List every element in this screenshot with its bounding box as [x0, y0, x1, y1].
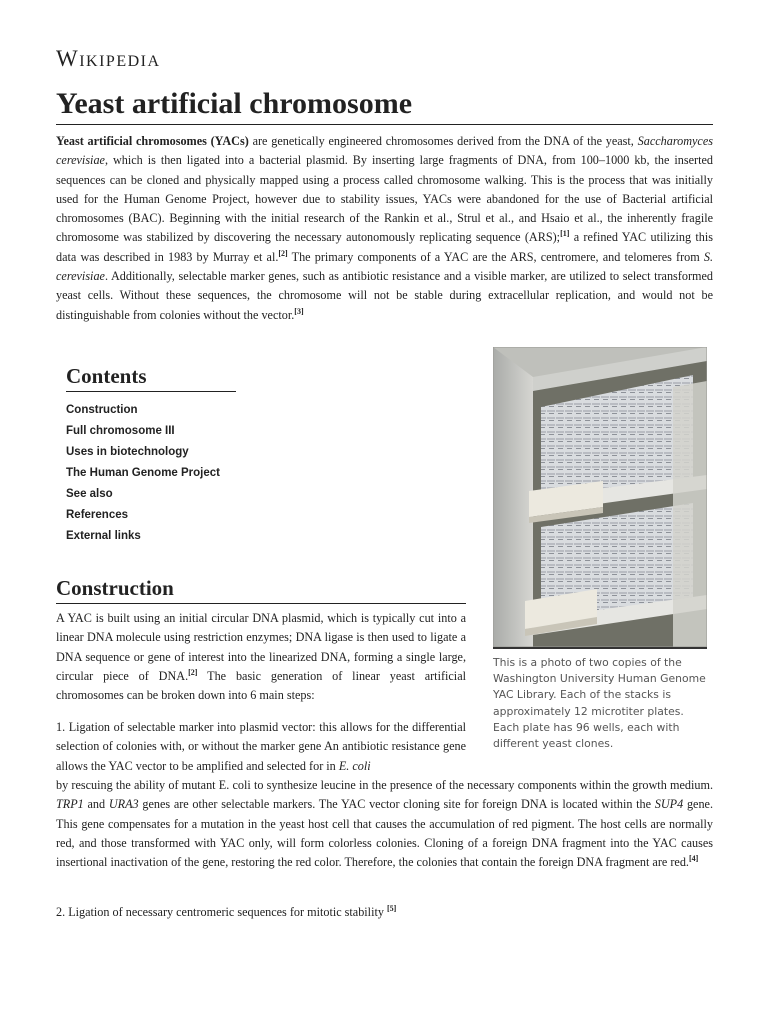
- toc-item-uses-in-biotechnology[interactable]: Uses in biotechnology: [66, 446, 189, 458]
- gene-sup4: SUP4: [654, 797, 684, 812]
- toc-item-construction[interactable]: Construction: [66, 404, 138, 416]
- ref-5-link[interactable]: [5]: [387, 903, 397, 913]
- toc-item-external-links[interactable]: External links: [66, 530, 141, 542]
- toc-item-see-also[interactable]: See also: [66, 488, 113, 500]
- intro-text-5: . Additionally, selectable marker genes, such as antibiotic resistance and a visible marker, are utilized to select transformed yeast cells. Without these sequences, the chromosome will not be stable during extracellular replication, and would not be distinguishable from colonies without the vector.: [56, 269, 713, 322]
- intro-bold-term: Yeast artificial chromosomes (YACs): [56, 134, 249, 148]
- toc-title: Contents: [66, 364, 236, 392]
- intro-text-1: are genetically engineered chromosomes derived from the DNA of the yeast,: [248, 134, 638, 148]
- step-1-and: and: [83, 797, 109, 812]
- construction-step-1: [56, 718, 466, 776]
- intro-text-4: The primary components of a YAC are the ARS, centromere, and telomeres from: [287, 249, 704, 264]
- intro-species-short: S. cerevisiae: [56, 249, 713, 284]
- page-title: Yeast artificial chromosome: [56, 84, 713, 125]
- construction-p1-text-a: A YAC is built using an initial circular DNA plasmid, which is typically cut into a linear DNA molecule using restriction enzymes; DNA ligase is then used to ligate a DNA sequence or gene of interest into the linearized DNA, forming a single large, circular piece of DNA.: [56, 611, 466, 683]
- construction-p1-text-b: The basic generation of linear yeast artificial chromosomes can be broken down into 6 main steps:: [56, 668, 466, 703]
- step-1-text-a: 1. Ligation of selectable marker into plasmid vector: this allows for the differential selection of colonies with, or without the marker gene An antibiotic resistance gene allows the YAC vector to be amplified and selected for in: [56, 720, 466, 773]
- intro-paragraph: [56, 132, 713, 325]
- step-1-text-c: genes are other selectable markers. The YAC vector cloning site for foreign DNA is located within the: [138, 797, 655, 812]
- wikipedia-wordmark[interactable]: Wikipedia: [56, 46, 161, 71]
- toc-item-references[interactable]: References: [66, 509, 129, 521]
- step-1-text-b: by rescuing the ability of mutant E. coli to synthesize leucine in the presence of the necessary components within the growth medium.: [56, 778, 713, 792]
- toc-list: [66, 400, 236, 547]
- intro-text-3: a refined YAC utilizing this data was described in 1983 by Murray et al.: [56, 230, 714, 264]
- step-1-ecoli: E. coli: [338, 758, 371, 773]
- intro-species: Saccharomyces cerevisiae: [56, 134, 713, 168]
- intro-text-2: , which is then ligated into a bacterial plasmid. By inserting large fragments of DNA, from 100–1000 kb, the inserted sequences can be cloned and physically mapped using a process called chromosome walking. This is the process that was initially used for the Human Genome Project, however due to stability issues, YACs were abandoned for the use of Bacterial artificial chromosomes (BAC). Beginning with the initial research of the Rankin et al., Strul et al., and Hsaio et al., the inherently fragile chromosome was stabilized by discovering the necessary autonomously replicating sequence (ARS);: [56, 153, 713, 245]
- ref-2-link-repeat[interactable]: [2]: [188, 667, 198, 677]
- section-heading-construction: Construction: [56, 575, 466, 604]
- gene-trp1: TRP1: [56, 797, 84, 812]
- step-2-text: 2. Ligation of necessary centromeric sequences for mitotic stability: [56, 905, 387, 919]
- ref-2-link[interactable]: [2]: [278, 248, 288, 258]
- ref-4-link[interactable]: [4]: [688, 854, 699, 864]
- yac-library-figure: [493, 347, 707, 752]
- gene-ura3: URA3: [108, 797, 139, 812]
- table-of-contents: [66, 364, 236, 547]
- step-1-text-d: gene. This gene compensates for a mutation in the yeast host cell that causes the accumulation of red pigment. The host cells are normally red, and those transformed with YAC only, will form colorless colonies. Cloning of a foreign DNA fragment into the YAC causes insertional inactivation of the gene, restoring the red color. Therefore, the colonies that contain the foreign DNA fragment are red.: [56, 797, 713, 870]
- ref-1-link[interactable]: [1]: [560, 229, 570, 239]
- ref-3-link[interactable]: [3]: [294, 306, 304, 316]
- construction-paragraph-1: [56, 609, 466, 705]
- yac-library-photo[interactable]: [493, 347, 707, 649]
- figure-caption: This is a photo of two copies of the Washington University Human Genome YAC Library. Each of the stacks is approximately 12 microtiter plates. Each plate has 96 wells, each with different yeast clones.: [493, 656, 706, 751]
- construction-step-2: [56, 903, 713, 922]
- toc-item-human-genome-project[interactable]: The Human Genome Project: [66, 467, 221, 479]
- toc-item-full-chromosome-iii[interactable]: Full chromosome III: [66, 425, 175, 437]
- construction-step-1-continued: [56, 776, 713, 872]
